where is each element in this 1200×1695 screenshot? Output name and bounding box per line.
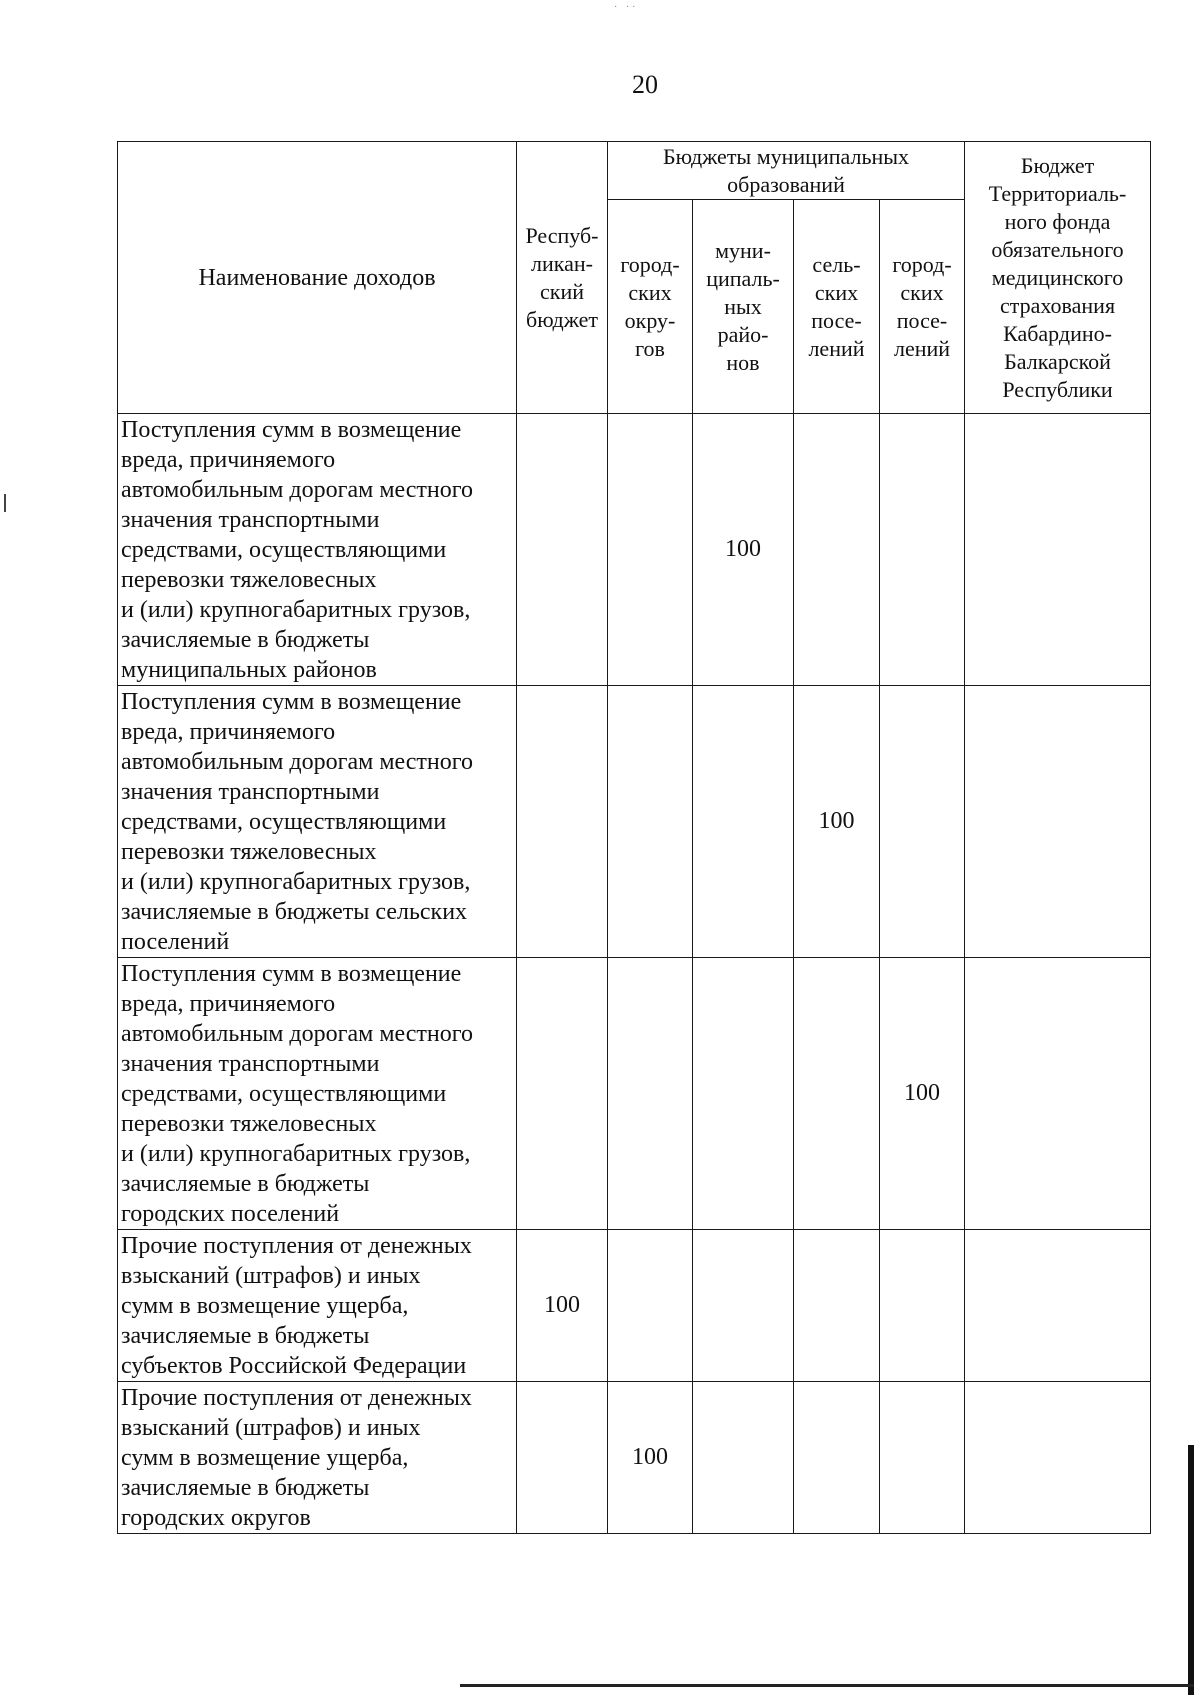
header-municipal-budgets: Бюджеты муниципальных образований [608,142,965,200]
urban-settlements-value-cell [880,414,965,686]
header-city-districts: город- ских окру- гов [608,200,693,414]
medical-fund-value-cell [965,958,1151,1230]
rural-settlements-value-cell [794,958,880,1230]
city-districts-value-cell [608,414,693,686]
urban-settlements-value-cell [880,1230,965,1382]
header-revenue-name: Наименование доходов [118,142,517,414]
medical-fund-value-cell [965,1382,1151,1534]
city-districts-value-cell: 100 [608,1382,693,1534]
table-row [118,1230,1151,1382]
urban-settlements-value-cell: 100 [880,958,965,1230]
header-municipal-areas: муни- ципаль- ных райо- нов [693,200,794,414]
rural-settlements-value-cell [794,1230,880,1382]
urban-settlements-value-cell [880,1382,965,1534]
medical-fund-value-cell [965,686,1151,958]
republic-value-cell [517,414,608,686]
table-row [118,414,1151,686]
revenue-distribution-table [117,141,1151,1534]
header-medical-fund-budget: Бюджет Территориаль- ного фонда обязательного медицинского страхования Кабардино- Балкарской Республики [965,142,1151,414]
urban-settlements-value-cell [880,686,965,958]
city-districts-value-cell [608,686,693,958]
municipal-areas-value-cell: 100 [693,414,794,686]
revenue-name-cell: Прочие поступления от денежных взысканий (штрафов) и иных сумм в возмещение ущерба, зачисляемые в бюджеты субъектов Российской Федерации [118,1230,517,1382]
medical-fund-value-cell [965,414,1151,686]
scan-edge-bar [1188,1445,1194,1695]
municipal-areas-value-cell [693,686,794,958]
header-republic-budget: Респуб- ликан- ский бюджет [517,142,608,414]
rural-settlements-value-cell: 100 [794,686,880,958]
revenue-name-cell: Поступления сумм в возмещение вреда, причиняемого автомобильным дорогам местного значения транспортными средствами, осуществляющими перевозки тяжеловесных и (или) крупногабаритных грузов, зачисляемые в бюджеты сельских поселений [118,686,517,958]
city-districts-value-cell [608,1230,693,1382]
table-row [118,1382,1151,1534]
table-row [118,686,1151,958]
municipal-areas-value-cell [693,958,794,1230]
revenue-name-cell: Прочие поступления от денежных взысканий (штрафов) и иных сумм в возмещение ущерба, зачисляемые в бюджеты городских округов [118,1382,517,1534]
table-row [118,958,1151,1230]
revenue-name-cell: Поступления сумм в возмещение вреда, причиняемого автомобильным дорогам местного значения транспортными средствами, осуществляющими перевозки тяжеловесных и (или) крупногабаритных грузов, зачисляемые в бюджеты муниципальных районов [118,414,517,686]
rural-settlements-value-cell [794,1382,880,1534]
republic-value-cell [517,1382,608,1534]
header-urban-settlements: город- ских посе- лений [880,200,965,414]
header-rural-settlements: сель- ских посе- лений [794,200,880,414]
city-districts-value-cell [608,958,693,1230]
scan-bottom-line [460,1684,1194,1687]
rural-settlements-value-cell [794,414,880,686]
scan-artifact: · ·· [614,2,639,13]
republic-value-cell: 100 [517,1230,608,1382]
scan-margin-mark [4,494,6,512]
revenue-name-cell: Поступления сумм в возмещение вреда, причиняемого автомобильным дорогам местного значения транспортными средствами, осуществляющими перевозки тяжеловесных и (или) крупногабаритных грузов, зачисляемые в бюджеты городских поселений [118,958,517,1230]
republic-value-cell [517,958,608,1230]
medical-fund-value-cell [965,1230,1151,1382]
municipal-areas-value-cell [693,1382,794,1534]
municipal-areas-value-cell [693,1230,794,1382]
republic-value-cell [517,686,608,958]
page-number: 20 [632,70,658,99]
